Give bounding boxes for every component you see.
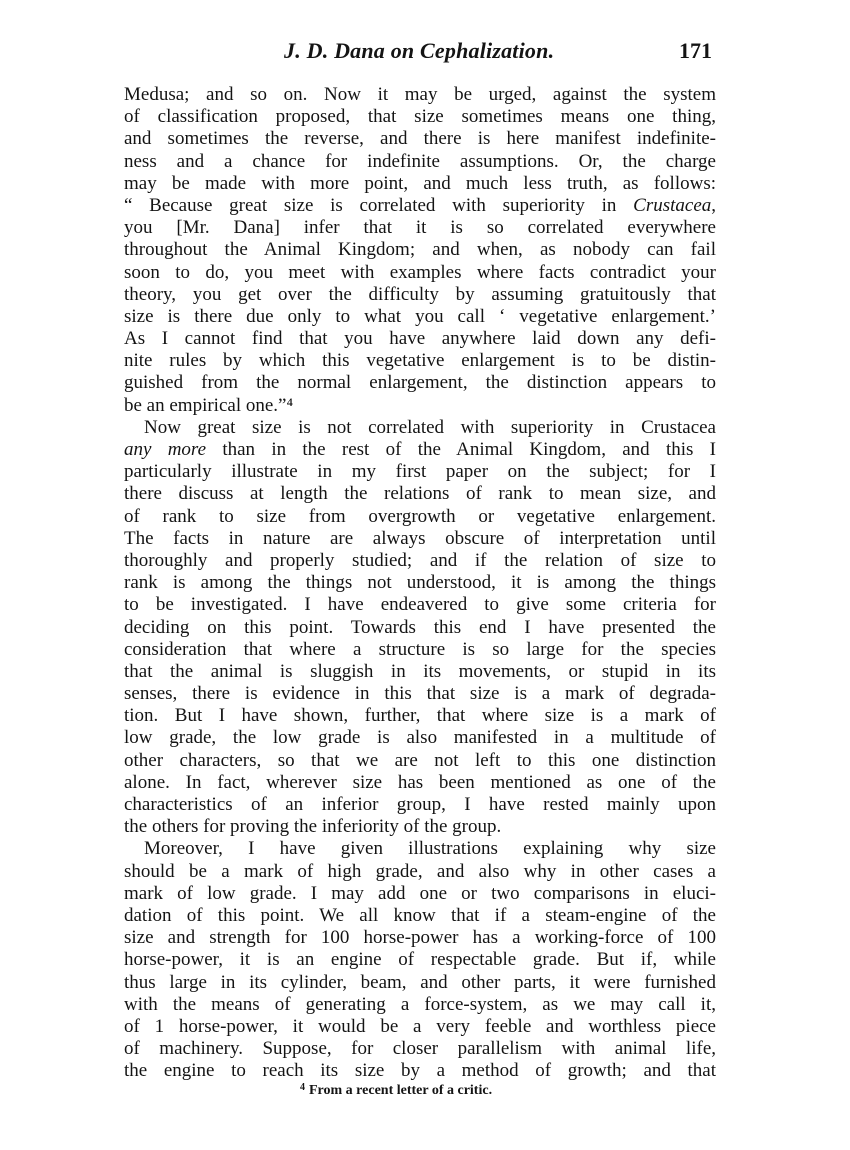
text-line: horse-power, it is an engine of respectable grade. But if, while (124, 949, 716, 971)
text-line: alone. In fact, wherever size has been mentioned as one of the (124, 771, 716, 793)
text-line: dation of this point. We all know that if a steam-engine of the (124, 904, 716, 926)
text-line: characteristics of an inferior group, I have rested mainly upon (124, 794, 716, 815)
text-line: should be a mark of high grade, and also why in other cases a (124, 860, 716, 882)
text-line: and sometimes the reverse, and there is here manifest indefinite- (124, 128, 716, 150)
text-line: deciding on this point. Towards this end I have presented the (124, 616, 716, 638)
text-line: of machinery. Suppose, for closer parallelism with animal life, (124, 1038, 716, 1060)
text-line: rank is among the things not understood, it is among the things (124, 572, 716, 594)
text-line: thoroughly and properly studied; and if the relation of size to (124, 549, 716, 571)
text-line: thus large in its cylinder, beam, and other parts, it were furnished (124, 971, 716, 993)
text-line: nite rules by which this vegetative enlargement is to be distin- (124, 350, 716, 372)
page-number: 171 (679, 38, 712, 63)
footnote-marker: 4 (300, 1082, 305, 1093)
text-line: throughout the Animal Kingdom; and when, as nobody can fail (124, 239, 716, 261)
text-line: mark of low grade. I may add one or two comparisons in eluci- (124, 882, 716, 904)
text-line: size and strength for 100 horse-power has a working-force of 100 (124, 927, 716, 949)
text-line: Medusa; and so on. Now it may be urged, against the system (124, 84, 716, 105)
footnote (300, 1082, 492, 1099)
text-line: of 1 horse-power, it would be a very feeble and worthless piece (124, 1015, 716, 1037)
text-line: there discuss at length the relations of rank to mean size, and (124, 483, 716, 505)
running-title: J. D. Dana on Cephalization. (284, 38, 555, 63)
text-line: size is there due only to what you call ‘ vegetative enlargement.’ (124, 305, 716, 327)
text-line: be an empirical one.”⁴ (124, 394, 294, 416)
text-line: the others for proving the inferiority of the group. (124, 816, 502, 838)
text-line: to be investigated. I have endeavered to give some criteria for (124, 594, 716, 616)
text-line: of classification proposed, that size sometimes means one thing, (124, 106, 716, 128)
text-line: The facts in nature are always obscure of interpretation until (124, 527, 716, 549)
text-line: any more than in the rest of the Animal Kingdom, and this I (124, 439, 716, 460)
text-line: other characters, so that we are not left to this one distinction (124, 749, 716, 771)
text-line: soon to do, you meet with examples where facts contradict your (124, 261, 716, 283)
text-line: of rank to size from overgrowth or vegetative enlargement. (124, 505, 716, 527)
text-line: consideration that where a structure is so large for the species (124, 638, 716, 660)
text-line: senses, there is evidence in this that size is a mark of degrada- (124, 683, 716, 705)
body-text (124, 84, 716, 1082)
text-line: the engine to reach its size by a method of growth; and that (124, 1060, 716, 1082)
text-line: “ Because great size is correlated with superiority in Crustacea, (124, 194, 716, 216)
text-line: that the animal is sluggish in its movements, or stupid in its (124, 660, 716, 682)
running-head (124, 38, 716, 72)
text-line: you [Mr. Dana] infer that it is so correlated everywhere (124, 217, 716, 239)
text-line: Moreover, I have given illustrations explaining why size (144, 838, 716, 860)
text-line: may be made with more point, and much less truth, as follows: (124, 172, 716, 194)
footnote-text: From a recent letter of a critic. (309, 1083, 493, 1098)
text-line: As I cannot find that you have anywhere laid down any defi- (124, 328, 716, 350)
text-line: ness and a chance for indefinite assumptions. Or, the charge (124, 150, 716, 172)
text-line: tion. But I have shown, further, that where size is a mark of (124, 705, 716, 727)
text-line: guished from the normal enlargement, the distinction appears to (124, 372, 716, 394)
text-line: with the means of generating a force-system, as we may call it, (124, 993, 716, 1015)
text-line: low grade, the low grade is also manifested in a multitude of (124, 727, 716, 749)
text-line: theory, you get over the difficulty by assuming gratuitously that (124, 283, 716, 305)
text-line: particularly illustrate in my first paper on the subject; for I (124, 461, 716, 483)
text-line: Now great size is not correlated with superiority in Crustacea (144, 416, 716, 438)
